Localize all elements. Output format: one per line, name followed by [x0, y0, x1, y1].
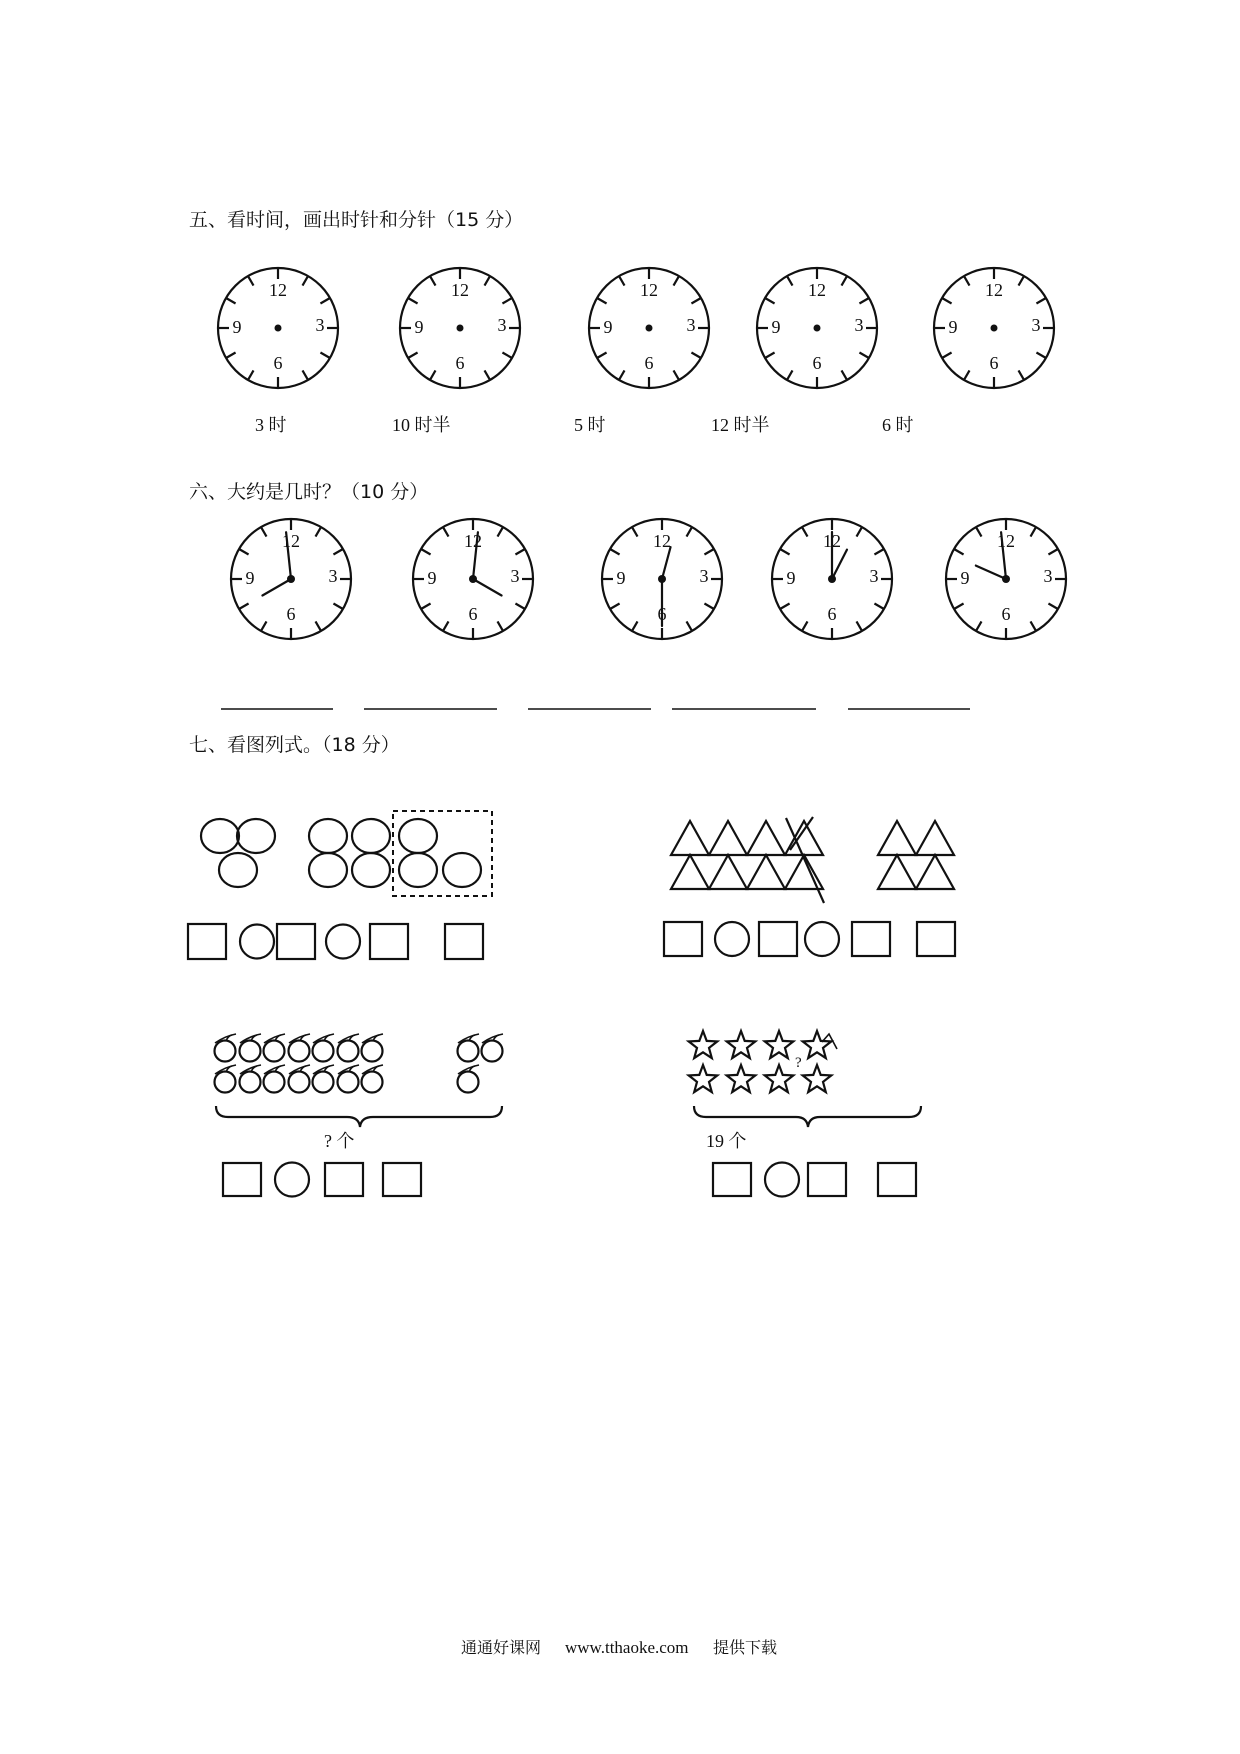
star [727, 1031, 756, 1058]
clock-tick [316, 527, 322, 537]
clock-tick [303, 370, 309, 380]
clock-tick [333, 549, 343, 555]
apple [264, 1034, 286, 1062]
clock [413, 519, 533, 639]
clock [757, 268, 877, 388]
clock-tick [765, 353, 775, 359]
clock-number-left: 9 [245, 568, 255, 588]
apple-body [240, 1072, 261, 1093]
problem-stars-figure [689, 1031, 921, 1151]
clock-number-right: 3 [686, 315, 696, 335]
apple-leaf [289, 1034, 310, 1043]
clock-tick [859, 353, 869, 359]
clock-tick [942, 298, 952, 304]
clock-number-left: 9 [427, 568, 437, 588]
clock-tick [226, 353, 236, 359]
clock-tick [857, 621, 863, 631]
clock-tick [691, 353, 701, 359]
clock-tick [515, 604, 525, 610]
clock-tick [261, 527, 267, 537]
clock-number-top: 12 [808, 280, 826, 300]
answer-box[interactable] [917, 922, 955, 956]
section6-clocks [231, 519, 1066, 639]
apple-body [264, 1041, 285, 1062]
clock-number-right: 3 [854, 315, 864, 335]
clock-number-top: 12 [823, 531, 841, 551]
apple-body [313, 1072, 334, 1093]
clock-number-bottom: 6 [644, 353, 654, 373]
clock-tick [787, 370, 793, 380]
apple [215, 1034, 237, 1062]
clock-number-bottom: 6 [989, 353, 999, 373]
apple-body [289, 1072, 310, 1093]
clock-number-bottom: 6 [1001, 604, 1011, 624]
clock-tick [787, 276, 793, 286]
apple [458, 1065, 480, 1093]
clock-tick [857, 527, 863, 537]
clock-tick [1048, 549, 1058, 555]
apple-leaf [458, 1065, 479, 1074]
answer-box[interactable] [878, 1163, 916, 1196]
apple [240, 1034, 262, 1062]
clock-number-left: 9 [603, 317, 613, 337]
footer-url-link[interactable]: www.tthaoke.com [565, 1638, 689, 1657]
answer-box[interactable] [852, 922, 890, 956]
clock [602, 519, 722, 639]
clock-tick [502, 298, 512, 304]
star [765, 1031, 794, 1058]
answer-box[interactable] [808, 1163, 846, 1196]
problem-circles-figure [201, 811, 492, 896]
answer-box[interactable] [664, 922, 702, 956]
clock-tick [619, 370, 625, 380]
apple-body [215, 1072, 236, 1093]
hour-hand [662, 547, 671, 579]
circle-object [219, 853, 257, 887]
clock-center-dot [275, 325, 282, 332]
clock-number-left: 9 [771, 317, 781, 337]
apple-body [289, 1041, 310, 1062]
clock-tick [261, 621, 267, 631]
triangle [709, 855, 747, 889]
brace-icon [216, 1106, 502, 1127]
clock-tick [421, 549, 431, 555]
apple [215, 1065, 237, 1093]
apple-leaf [338, 1065, 359, 1074]
triangle [916, 821, 954, 855]
clock-tick [333, 604, 343, 610]
apple-leaf [458, 1034, 479, 1043]
page-footer [461, 1638, 777, 1657]
apple-leaf [338, 1034, 359, 1043]
apple [362, 1034, 384, 1062]
clock-number-top: 12 [464, 531, 482, 551]
clock-tick [248, 370, 254, 380]
apple-leaf [240, 1065, 261, 1074]
apple [313, 1065, 335, 1093]
clock-center-dot [287, 575, 295, 583]
clock-tick [248, 276, 254, 286]
clock-tick [597, 298, 607, 304]
circle-object [399, 819, 437, 853]
clock-tick [443, 527, 449, 537]
clock-number-bottom: 6 [286, 604, 296, 624]
clock-tick [942, 353, 952, 359]
clock-number-right: 3 [328, 566, 338, 586]
apple [338, 1034, 360, 1062]
star [727, 1065, 756, 1092]
clock-tick [316, 621, 322, 631]
clock-tick [430, 370, 436, 380]
hour-hand [976, 566, 1006, 579]
triangle [916, 855, 954, 889]
clock-tick [1031, 621, 1037, 631]
clock-tick [619, 276, 625, 286]
clock-tick [954, 549, 964, 555]
clock-tick [859, 298, 869, 304]
clock-center-dot [469, 575, 477, 583]
clock-tick [976, 527, 982, 537]
clock [934, 268, 1054, 388]
clock-center-dot [646, 325, 653, 332]
answer-box[interactable] [370, 924, 408, 959]
apple-leaf [215, 1034, 236, 1043]
clock-tick [1019, 370, 1025, 380]
clock-tick [239, 604, 249, 610]
clock-number-top: 12 [451, 280, 469, 300]
star [689, 1031, 718, 1058]
clock-number-top: 12 [653, 531, 671, 551]
clock-tick [610, 549, 620, 555]
clock [400, 268, 520, 388]
apple-body [458, 1072, 479, 1093]
circle-object [352, 853, 390, 887]
clock-number-right: 3 [869, 566, 879, 586]
circle-object [201, 819, 239, 853]
footer-suffix: 提供下载 [713, 1638, 778, 1657]
clock-tick [691, 298, 701, 304]
operator-circle[interactable] [765, 1163, 799, 1197]
apple-body [362, 1041, 383, 1062]
clock-number-left: 9 [786, 568, 796, 588]
clock-tick [498, 621, 504, 631]
apple [362, 1065, 384, 1093]
apple [240, 1065, 262, 1093]
clock-number-bottom: 6 [468, 604, 478, 624]
clock-tick [704, 604, 714, 610]
clock-tick [842, 276, 848, 286]
clock-tick [239, 549, 249, 555]
clock-tick [320, 353, 330, 359]
section7-title: 七、看图列式。（18 分） [189, 734, 400, 756]
apple-leaf [362, 1065, 383, 1074]
operator-circle[interactable] [326, 925, 360, 959]
clock-tick [320, 298, 330, 304]
apple [482, 1034, 504, 1062]
clock-tick [408, 298, 418, 304]
clock-label: 10 时半 [392, 415, 451, 435]
clock-tick [687, 527, 693, 537]
problem-apples-figure [215, 1034, 504, 1151]
clock-tick [780, 604, 790, 610]
clock-number-left: 9 [232, 317, 242, 337]
problem-triangles-answer-row [664, 922, 955, 956]
clock-center-dot [828, 575, 836, 583]
apple-body [362, 1072, 383, 1093]
clock-tick [674, 276, 680, 286]
clock-label: 12 时半 [711, 415, 770, 435]
apple-body [338, 1072, 359, 1093]
clock-number-right: 3 [1031, 315, 1041, 335]
operator-circle[interactable] [805, 922, 839, 956]
clock-center-dot [658, 575, 666, 583]
clock-tick [1019, 276, 1025, 286]
problem-circles-answer-row [188, 924, 483, 959]
clock-number-bottom: 6 [657, 604, 667, 624]
operator-circle[interactable] [715, 922, 749, 956]
clock-label: 6 时 [882, 415, 914, 435]
clock-tick [1031, 527, 1037, 537]
apple-leaf [482, 1034, 503, 1043]
clock-tick [443, 621, 449, 631]
clock-tick [964, 370, 970, 380]
apple-body [338, 1041, 359, 1062]
circle-object [352, 819, 390, 853]
triangle [709, 821, 747, 855]
clock-number-bottom: 6 [273, 353, 283, 373]
apple-leaf [313, 1034, 334, 1043]
clock-number-left: 9 [948, 317, 958, 337]
clock-tick [632, 527, 638, 537]
clock-tick [226, 298, 236, 304]
apple [289, 1034, 311, 1062]
clock-number-left: 9 [414, 317, 424, 337]
hour-hand [262, 579, 291, 596]
clock-tick [964, 276, 970, 286]
stars-total-label: 19 个 [706, 1131, 747, 1151]
apple [338, 1065, 360, 1093]
clock-number-bottom: 6 [455, 353, 465, 373]
clock [946, 519, 1066, 639]
triangle [747, 821, 785, 855]
clock-tick [802, 621, 808, 631]
hour-hand [832, 550, 847, 579]
clock-center-dot [457, 325, 464, 332]
apple-body [215, 1041, 236, 1062]
clock-tick [954, 604, 964, 610]
clock-tick [674, 370, 680, 380]
answer-box[interactable] [445, 924, 483, 959]
star [803, 1065, 832, 1092]
clock-tick [502, 353, 512, 359]
triangle [747, 855, 785, 889]
section5-clock-labels [255, 415, 914, 435]
clock-number-top: 12 [282, 531, 300, 551]
apple-body [458, 1041, 479, 1062]
apple-body [240, 1041, 261, 1062]
circle-object [443, 853, 481, 887]
triangle [878, 855, 916, 889]
apple-leaf [264, 1034, 285, 1043]
apple-leaf [289, 1065, 310, 1074]
clock [772, 519, 892, 639]
clock-tick [421, 604, 431, 610]
clock-number-top: 12 [269, 280, 287, 300]
clock-number-top: 12 [985, 280, 1003, 300]
problem-triangles-figure [671, 817, 954, 903]
apple-leaf [313, 1065, 334, 1074]
clock-number-right: 3 [1043, 566, 1053, 586]
problem-stars-answer-row [713, 1163, 916, 1197]
answer-box[interactable] [759, 922, 797, 956]
answer-box[interactable] [277, 924, 315, 959]
clock-label: 3 时 [255, 415, 287, 435]
section5-title: 五、看时间，画出时针和分针（15 分） [189, 209, 524, 231]
triangle [671, 855, 709, 889]
clock-tick [610, 604, 620, 610]
clock-tick [1048, 604, 1058, 610]
clock-tick [1036, 353, 1046, 359]
clock-number-top: 12 [997, 531, 1015, 551]
clock-tick [1036, 298, 1046, 304]
clock-tick [485, 370, 491, 380]
clock-number-left: 9 [616, 568, 626, 588]
operator-circle[interactable] [240, 925, 274, 959]
circle-object [309, 853, 347, 887]
clock-tick [842, 370, 848, 380]
hour-hand [473, 579, 502, 596]
clock [218, 268, 338, 388]
footer-site-name: 通通好课网 [461, 1638, 542, 1657]
apple-leaf [264, 1065, 285, 1074]
brace-icon [694, 1106, 921, 1127]
operator-circle[interactable] [275, 1163, 309, 1197]
clock-center-dot [1002, 575, 1010, 583]
apple [313, 1034, 335, 1062]
section5-clocks [218, 268, 1054, 388]
apple-leaf [240, 1034, 261, 1043]
apple-leaf [215, 1065, 236, 1074]
clock-tick [303, 276, 309, 286]
clock-tick [874, 549, 884, 555]
circle-object [237, 819, 275, 853]
clock [231, 519, 351, 639]
clock-tick [498, 527, 504, 537]
clock-number-right: 3 [510, 566, 520, 586]
clock-tick [687, 621, 693, 631]
clock-tick [780, 549, 790, 555]
cross-out-stroke [786, 818, 824, 903]
apples-total-label: ? 个 [324, 1131, 355, 1151]
clock-number-bottom: 6 [827, 604, 837, 624]
clock-tick [632, 621, 638, 631]
section6-title: 六、大约是几时？（10 分） [189, 481, 429, 503]
clock-tick [874, 604, 884, 610]
clock-center-dot [814, 325, 821, 332]
clock [589, 268, 709, 388]
triangle [671, 821, 709, 855]
apple-body [264, 1072, 285, 1093]
clock-tick [408, 353, 418, 359]
clock-tick [765, 298, 775, 304]
stars-question-mark: ? [795, 1055, 802, 1071]
clock-tick [485, 276, 491, 286]
clock-tick [976, 621, 982, 631]
clock-number-bottom: 6 [812, 353, 822, 373]
clock-number-right: 3 [497, 315, 507, 335]
answer-box[interactable] [713, 1163, 751, 1196]
clock-label: 5 时 [574, 415, 606, 435]
circle-object [309, 819, 347, 853]
triangle [878, 821, 916, 855]
apple-body [482, 1041, 503, 1062]
clock-number-left: 9 [960, 568, 970, 588]
clock-tick [704, 549, 714, 555]
problem-apples-answer-row [223, 1163, 421, 1197]
apple [458, 1034, 480, 1062]
clock-number-top: 12 [640, 280, 658, 300]
clock-tick [430, 276, 436, 286]
star [689, 1065, 718, 1092]
clock-tick [802, 527, 808, 537]
star [765, 1065, 794, 1092]
clock-number-right: 3 [315, 315, 325, 335]
clock-number-right: 3 [699, 566, 709, 586]
apple [264, 1065, 286, 1093]
apple [289, 1065, 311, 1093]
answer-box[interactable] [223, 1163, 261, 1196]
clock-tick [597, 353, 607, 359]
circle-object [399, 853, 437, 887]
clock-center-dot [991, 325, 998, 332]
answer-box[interactable] [188, 924, 226, 959]
clock-tick [515, 549, 525, 555]
answer-box[interactable] [325, 1163, 363, 1196]
answer-box[interactable] [383, 1163, 421, 1196]
apple-body [313, 1041, 334, 1062]
apple-leaf [362, 1034, 383, 1043]
